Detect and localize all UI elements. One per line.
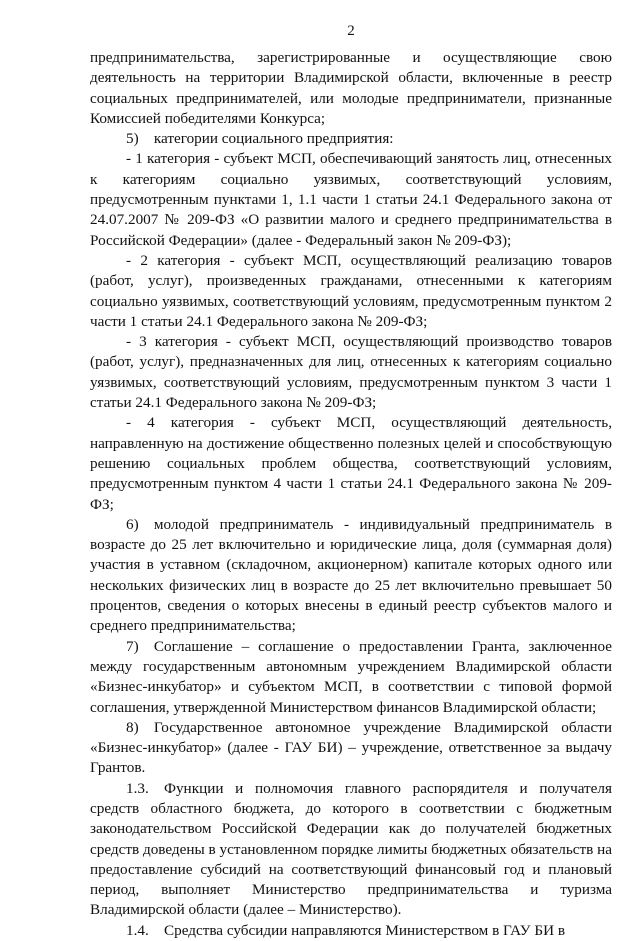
page-number: 2 [347, 23, 355, 39]
paragraph-continuation: предпринимательства, зарегистрированные и осуществляющие свою деятельность на территории Владимирской области, включенные в реестр социальных предпринимателей, или молодые предприниматели, признанные Комиссией победителями Конкурса; [90, 49, 612, 127]
paragraph-category-1: - 1 категория - субъект МСП, обеспечивающий занятость лиц, отнесенных к категориям социально уязвимых, соответствующий условиям, предусмотренным пунктами 1, 1.1 части 1 статьи 24.1 Федерального закона от 24.07.2007 № 209-ФЗ «О развитии малого и среднего предпринимательства в Российской Федерации» (далее - Федеральный закон № 209-ФЗ); [90, 150, 612, 249]
paragraph-category-4: - 4 категория - субъект МСП, осуществляющий деятельность, направленную на достижение общественно полезных целей и способствующую решению социальных проблем общества, соответствующий условиям, предусмотренным пунктом 4 части 1 статьи 24.1 Федерального закона № 209-ФЗ; [90, 414, 612, 513]
paragraph-item-6: 6) молодой предприниматель - индивидуальный предприниматель в возрасте до 25 лет включительно и юридические лица, доля (суммарная доля) участия в уставном (складочном, акционерном) капитале которых одного или нескольких физических лиц в возрасте до 25 лет включительно превышает 50 процентов, сведения о которых внесены в единый реестр субъектов малого и среднего предпринимательства; [90, 515, 612, 635]
paragraph-item-7: 7) Соглашение – соглашение о предоставлении Гранта, заключенное между государственным автономным учреждением Владимирской области «Бизнес-инкубатор» и субъектом МСП, в соответствии с типовой формой соглашения, утвержденной Министерством финансов Владимирской области; [90, 637, 612, 716]
paragraph-category-3: - 3 категория - субъект МСП, осуществляющий производство товаров (работ, услуг), предназначенных для лиц, отнесенных к категориям социально уязвимых, соответствующий условиям, предусмотренным пунктом 3 части 1 статьи 24.1 Федерального закона № 209-ФЗ; [90, 333, 612, 412]
paragraph-section-1-3: 1.3. Функции и полномочия главного распорядителя и получателя средств областного бюджета, до которого в соответствии с бюджетным законодательством Российской Федерации как до получателей бюджетных средств доведены в установленном порядке лимиты бюджетных обязательств на предоставление субсидий на соответствующий финансовый год и плановый период, выполняет Министерство предпринимательства и туризма Владимирской области (далее – Министерство). [90, 779, 612, 919]
paragraph-item-8: 8) Государственное автономное учреждение Владимирской области «Бизнес-инкубатор» (далее - ГАУ БИ) – учреждение, ответственное за выдачу Грантов. [90, 718, 612, 777]
paragraph-section-1-4: 1.4. Средства субсидии направляются Министерством в ГАУ БИ в [126, 921, 566, 939]
paragraph-category-2: - 2 категория - субъект МСП, осуществляющий реализацию товаров (работ, услуг), произведенных гражданами, отнесенными к категориям социально уязвимых, соответствующий условиям, предусмотренным пунктом 2 части 1 статьи 24.1 Федерального закона № 209-ФЗ; [90, 251, 612, 330]
paragraph-item-5: 5) категории социального предприятия: [126, 130, 394, 148]
